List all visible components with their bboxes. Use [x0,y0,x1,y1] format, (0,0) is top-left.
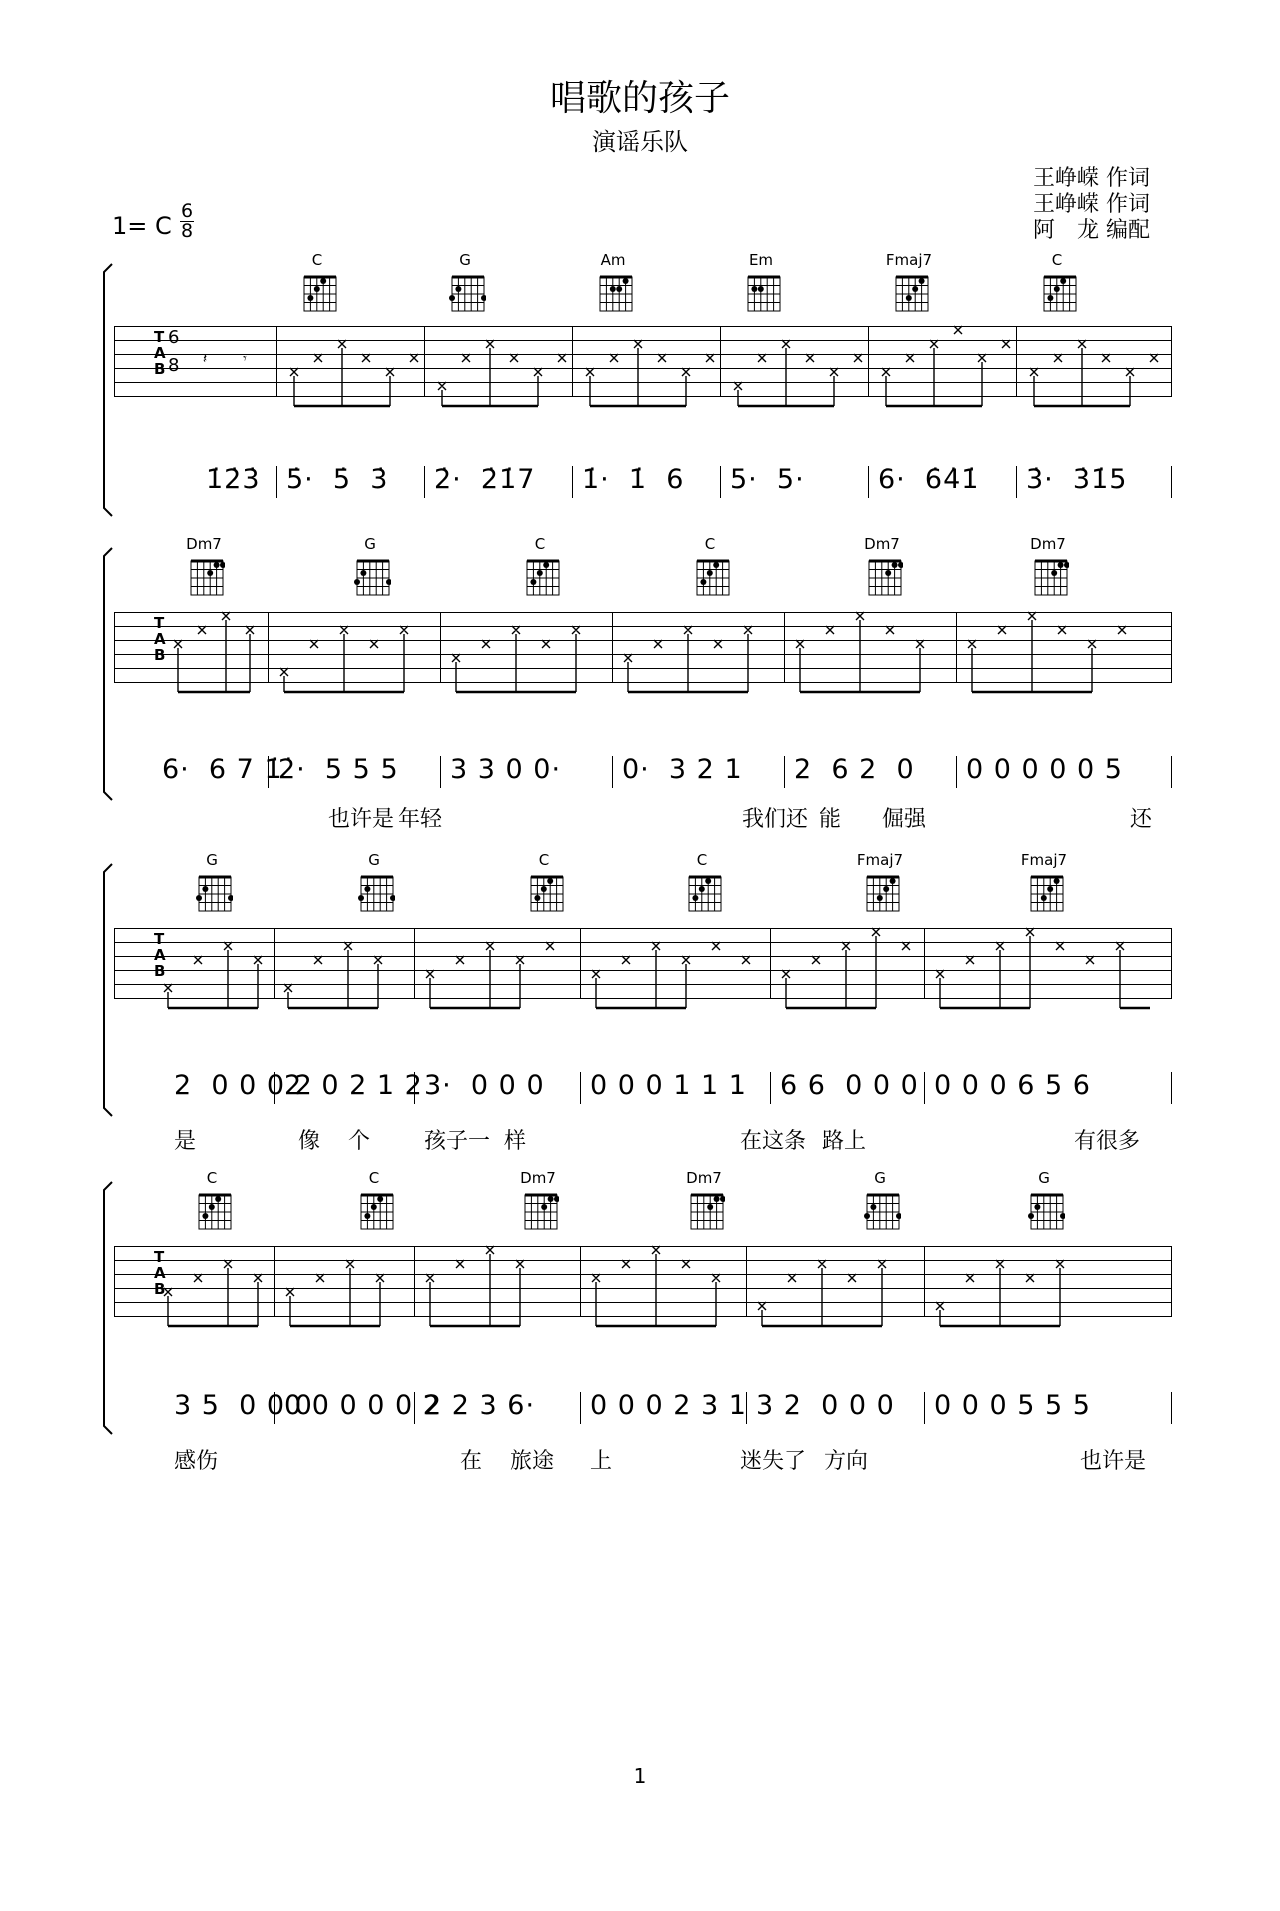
chord-grid [888,269,930,314]
tab-notes [114,928,1172,1010]
tab-staff: T A B [114,612,1172,682]
tab-notes [114,612,1172,694]
arranger-credit: 阿 龙 编配 [1033,218,1150,243]
chord-grid [861,553,903,598]
time-signature [180,200,194,242]
page-number: 1 [633,1764,647,1788]
chord-grid [523,869,565,914]
chord-diagram: G [1014,1170,1074,1236]
chord-grid [1023,1187,1065,1232]
chord-diagram: G [850,1170,910,1236]
key-signature: 1= C [112,212,172,240]
chord-grid [191,869,233,914]
chord-diagram: Fmaj7 [879,252,939,318]
chord-grid [353,1187,395,1232]
chord-diagram: C [182,1170,242,1236]
numbered-notation-line: 6· 6 7 1̇ 2̇· 5 5 5 3 3 0 0· 0· 3 2 1 2 6 2 0 0 0 0 0 0 5 [114,754,1172,794]
numbered-notation-line: 1̇2̇3̇ 5̇· 5̇ 3̇ 2̇· 2̇1̇7 1̇· 1̇ 6 5· 5· 6· 6̇4̇1̇ 3̇· 3̇1̇5 [114,464,1172,504]
chord-grid [740,269,782,314]
chord-grid [1023,869,1065,914]
chord-grid [1027,553,1069,598]
chord-grid [592,269,634,314]
chord-diagram: Am [583,252,643,318]
chord-diagram: G [340,536,400,602]
lyrics-line: 是 像 个 孩子一 样 在这条 路上 有很多 [174,1129,1141,1154]
lyrics-line: 感伤 在 旅途 上 迷失了 方向 也许是 [174,1449,1147,1474]
chord-grid [349,553,391,598]
chord-grid [683,1187,725,1232]
chord-grid [1036,269,1078,314]
chord-grid [353,869,395,914]
chord-grid [183,553,225,598]
song-artist: 演谣乐队 [592,128,688,156]
chord-grid [517,1187,559,1232]
tab-notes [114,326,1172,408]
chord-diagram: Dm7 [674,1170,734,1236]
tab-staff: T A B [114,928,1172,998]
chord-diagram: C [1027,252,1087,318]
chord-grid [191,1187,233,1232]
chord-diagram: C [287,252,347,318]
chord-diagram: G [435,252,495,318]
chord-diagram: C [344,1170,404,1236]
song-title: 唱歌的孩子 [549,78,730,119]
lyricist-credit-repeat: 王峥嵘 作词 [1033,192,1150,217]
chord-diagram: C [514,852,574,918]
chord-diagram: Dm7 [174,536,234,602]
chord-diagram: Em [731,252,791,318]
tab-notes [114,1246,1172,1328]
time-signature-numerator: 6 [180,200,194,222]
chord-diagram: G [182,852,242,918]
tab-staff: T A B 6 8 𝄽 𝄾 [114,326,1172,396]
numbered-notation-line: 3 5 0 0 0 0 0 0 0 0 2 2 2 3 6· 0 0 0 2 3 1 3 2 0 0 0 0 0 0 5 5 5 [114,1390,1172,1430]
chord-diagram: Dm7 [1018,536,1078,602]
chord-grid [689,553,731,598]
chord-grid [296,269,338,314]
chord-diagram: Fmaj7 [1014,852,1074,918]
time-signature-denominator: 8 [180,220,194,242]
chord-diagram: Fmaj7 [850,852,910,918]
chord-grid [859,869,901,914]
lyrics-line: 也许是 年轻 我们还 能 倔强 还 [328,807,1153,832]
chord-diagram: C [672,852,732,918]
chord-diagram: Dm7 [852,536,912,602]
chord-grid [519,553,561,598]
chord-diagram: G [344,852,404,918]
chord-grid [681,869,723,914]
chord-diagram: Dm7 [508,1170,568,1236]
chord-grid [859,1187,901,1232]
lyricist-credit: 王峥嵘 作词 [1033,166,1150,191]
chord-grid [444,269,486,314]
chord-diagram: C [510,536,570,602]
numbered-notation-line: 2 0 0 0 2 2 0 2 1 2 3· 0 0 0 0 0 0 1 1 1 6 6 0 0 0 0 0 0 6 5 6 [114,1070,1172,1110]
tab-staff: T A B [114,1246,1172,1316]
chord-diagram: C [680,536,740,602]
